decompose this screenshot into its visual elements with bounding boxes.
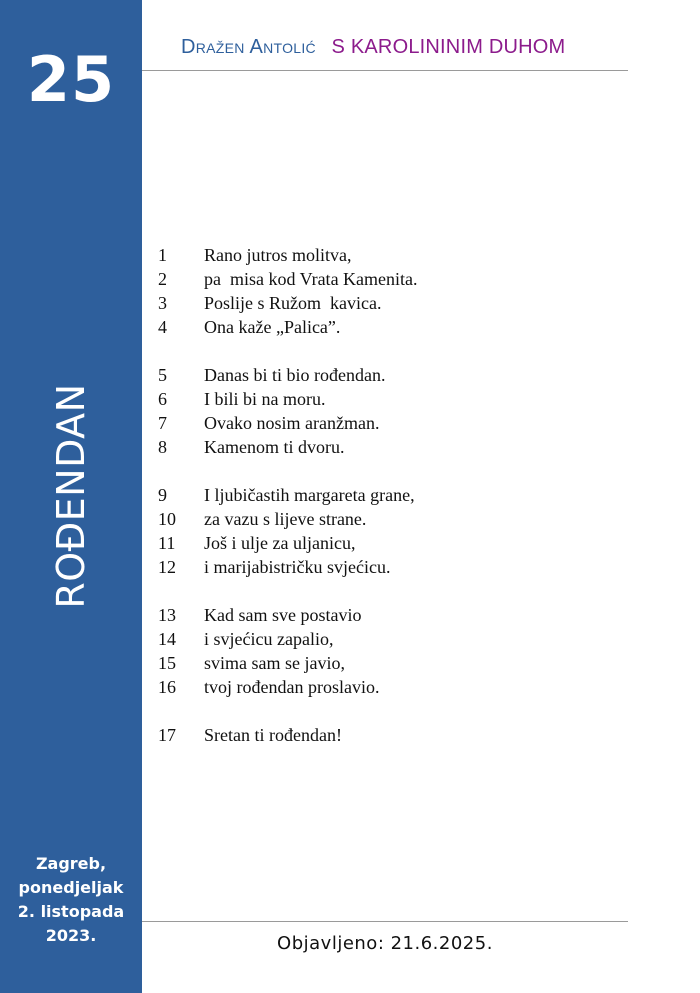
stanza <box>158 483 418 579</box>
place-date-line: ponedjeljak <box>18 878 124 897</box>
line-number: 11 <box>158 533 176 553</box>
line-text: Danas bi ti bio rođendan. <box>204 365 386 385</box>
poem-line <box>158 411 418 435</box>
stanza <box>158 363 418 459</box>
poem <box>158 243 418 771</box>
line-number: 3 <box>158 293 167 313</box>
sidebar <box>0 0 142 993</box>
poem-line <box>158 507 418 531</box>
line-number: 10 <box>158 509 176 529</box>
poem-line <box>158 651 418 675</box>
line-number: 17 <box>158 725 176 745</box>
line-number: 1 <box>158 245 167 265</box>
line-text: svima sam se javio, <box>204 653 345 673</box>
line-number: 9 <box>158 485 167 505</box>
poem-line <box>158 363 418 387</box>
published-date: Objavljeno: 21.6.2025. <box>277 933 493 954</box>
line-number: 14 <box>158 629 176 649</box>
place-date-line: 2023. <box>45 926 97 945</box>
line-number: 7 <box>158 413 167 433</box>
line-text: Kamenom ti dvoru. <box>204 437 345 457</box>
line-text: i marijabistričku svjećicu. <box>204 557 391 577</box>
poem-line <box>158 555 418 579</box>
page-number: 25 <box>26 43 116 116</box>
line-number: 13 <box>158 605 176 625</box>
line-text: I ljubičastih margareta grane, <box>204 485 415 505</box>
line-text: I bili bi na moru. <box>204 389 326 409</box>
line-text: pa misa kod Vrata Kamenita. <box>204 269 418 289</box>
line-number: 16 <box>158 677 176 697</box>
line-text: Rano jutros molitva, <box>204 245 352 265</box>
line-number: 4 <box>158 317 167 337</box>
author-name: Dražen Antolić <box>181 36 316 58</box>
line-text: Još i ulje za uljanicu, <box>204 533 356 553</box>
line-number: 5 <box>158 365 167 385</box>
book-title: S KAROLININIM DUHOM <box>331 36 566 58</box>
stanza <box>158 723 418 747</box>
place-date-line: 2. listopada <box>17 902 125 921</box>
place-date <box>0 852 142 948</box>
stanza <box>158 603 418 699</box>
line-text: Sretan ti rođendan! <box>204 725 342 745</box>
poem-line <box>158 315 418 339</box>
poem-title: ROĐENDAN <box>49 383 93 609</box>
page-header <box>181 36 565 66</box>
poem-line <box>158 531 418 555</box>
poem-line <box>158 675 418 699</box>
poem-line <box>158 627 418 651</box>
poem-line <box>158 267 418 291</box>
poem-line <box>158 723 418 747</box>
place-date-line: Zagreb, <box>35 854 107 873</box>
line-number: 8 <box>158 437 167 457</box>
poem-line <box>158 603 418 627</box>
stanza <box>158 243 418 339</box>
line-text: Kad sam sve postavio <box>204 605 362 625</box>
line-text: Poslije s Ružom kavica. <box>204 293 382 313</box>
line-number: 12 <box>158 557 176 577</box>
poem-line <box>158 435 418 459</box>
poem-line <box>158 243 418 267</box>
line-text: i svjećicu zapalio, <box>204 629 334 649</box>
poem-line <box>158 387 418 411</box>
poem-line <box>158 483 418 507</box>
line-text: Ovako nosim aranžman. <box>204 413 380 433</box>
line-number: 6 <box>158 389 167 409</box>
poem-line <box>158 291 418 315</box>
line-text: za vazu s lijeve strane. <box>204 509 367 529</box>
line-text: Ona kaže „Palica”. <box>204 317 341 337</box>
footer-divider <box>142 921 628 922</box>
line-number: 15 <box>158 653 176 673</box>
line-number: 2 <box>158 269 167 289</box>
line-text: tvoj rođendan proslavio. <box>204 677 380 697</box>
header-divider <box>142 70 628 71</box>
